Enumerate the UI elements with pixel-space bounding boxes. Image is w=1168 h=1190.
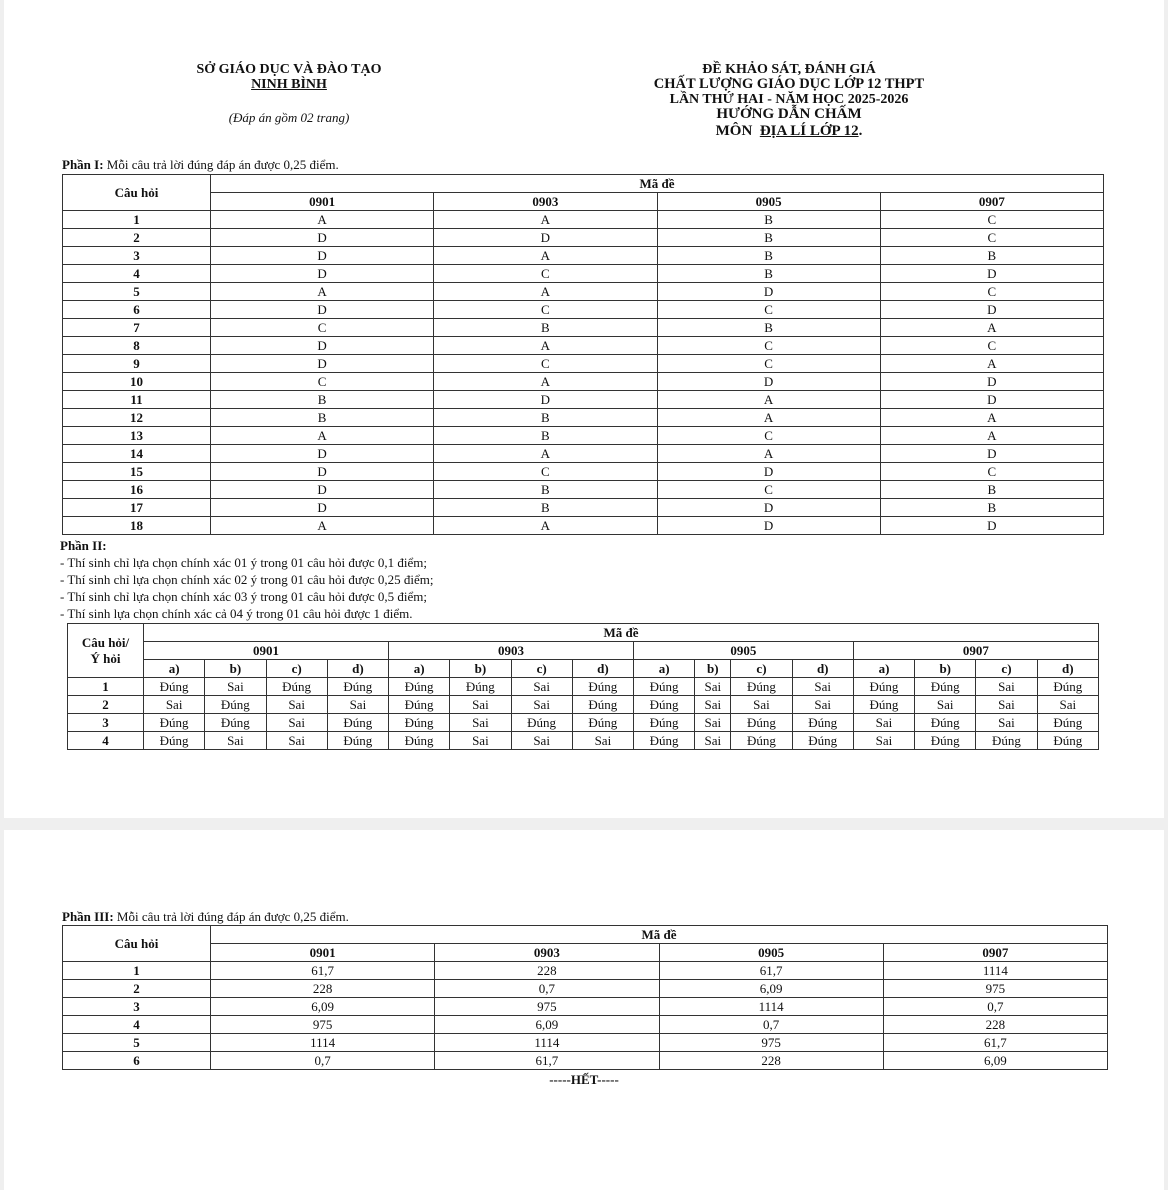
part1-col-code: Mã đề: [211, 175, 1104, 193]
table-row: [63, 265, 1104, 283]
answer-cell: Đúng: [389, 732, 450, 750]
part1-title: Phần I:: [62, 157, 104, 172]
subject-prefix: MÔN: [715, 123, 753, 139]
answer-cell: 975: [659, 1034, 883, 1052]
answer-cell: D: [880, 445, 1103, 463]
part2-sub-header: a): [144, 660, 205, 678]
part2-title: Phần II:: [60, 538, 107, 553]
table-row: [63, 229, 1104, 247]
question-number: 11: [63, 391, 211, 409]
table-row: [63, 211, 1104, 229]
answer-cell: D: [880, 373, 1103, 391]
answer-cell: D: [657, 463, 880, 481]
question-number: 4: [63, 265, 211, 283]
question-number: 5: [63, 1034, 211, 1052]
part3-code-header: 0905: [659, 944, 883, 962]
answer-cell: Sai: [450, 732, 511, 750]
answer-cell: D: [211, 355, 434, 373]
part2-sub-header: c): [266, 660, 327, 678]
answer-cell: Đúng: [327, 714, 388, 732]
part2-rule-3: - Thí sinh chỉ lựa chọn chính xác 03 ý trong 01 câu hỏi được 0,5 điểm;: [60, 589, 427, 604]
question-number: 17: [63, 499, 211, 517]
answer-cell: A: [211, 517, 434, 535]
table-row: [63, 517, 1104, 535]
answer-cell: A: [880, 319, 1103, 337]
answer-cell: Đúng: [731, 678, 792, 696]
table-row: [63, 1034, 1108, 1052]
subject-line: [604, 124, 974, 139]
table-row: [68, 696, 1099, 714]
answer-cell: B: [211, 391, 434, 409]
part3-code-header: 0901: [211, 944, 435, 962]
part3-answer-table: [62, 925, 1108, 1070]
part3-col-code: Mã đề: [211, 926, 1108, 944]
answer-cell: A: [657, 391, 880, 409]
page-count-note: (Đáp án gồm 02 trang): [228, 110, 350, 125]
subject-name: ĐỊA LÍ LỚP 12: [759, 123, 859, 139]
answer-cell: C: [657, 427, 880, 445]
answer-cell: Đúng: [327, 678, 388, 696]
answer-cell: 6,09: [211, 998, 435, 1016]
part3-heading: [62, 909, 349, 924]
part2-sub-header: d): [1037, 660, 1098, 678]
answer-cell: C: [880, 463, 1103, 481]
question-number: 3: [68, 714, 144, 732]
answer-cell: Sai: [853, 714, 914, 732]
answer-cell: 6,09: [883, 1052, 1107, 1070]
answer-cell: Đúng: [792, 732, 853, 750]
answer-cell: A: [434, 373, 657, 391]
answer-key-page-1: [4, 0, 1164, 818]
question-number: 9: [63, 355, 211, 373]
answer-cell: Đúng: [572, 678, 633, 696]
table-row: [63, 319, 1104, 337]
answer-cell: Sai: [205, 732, 266, 750]
answer-cell: A: [434, 445, 657, 463]
answer-cell: Đúng: [1037, 678, 1098, 696]
answer-cell: Sai: [976, 714, 1037, 732]
part2-sub-header: b): [915, 660, 976, 678]
table-row: [63, 301, 1104, 319]
part2-sub-header: b): [450, 660, 511, 678]
answer-cell: Đúng: [572, 696, 633, 714]
answer-cell: Sai: [1037, 696, 1098, 714]
part2-sub-header: d): [572, 660, 633, 678]
answer-cell: Đúng: [634, 732, 695, 750]
answer-cell: A: [880, 355, 1103, 373]
table-row: [63, 355, 1104, 373]
part1-col-question: Câu hỏi: [63, 175, 211, 211]
answer-cell: B: [434, 481, 657, 499]
answer-cell: B: [657, 319, 880, 337]
answer-cell: 228: [211, 980, 435, 998]
part3-col-question: Câu hỏi: [63, 926, 211, 962]
part2-sub-header: b): [695, 660, 731, 678]
part3-code-header: 0907: [883, 944, 1107, 962]
answer-cell: C: [880, 229, 1103, 247]
answer-cell: A: [434, 211, 657, 229]
answer-cell: Sai: [695, 678, 731, 696]
answer-cell: D: [880, 265, 1103, 283]
part2-heading: [60, 538, 107, 553]
answer-cell: Đúng: [731, 714, 792, 732]
part1-answer-table: [62, 174, 1104, 535]
answer-cell: C: [434, 463, 657, 481]
answer-cell: 0,7: [883, 998, 1107, 1016]
answer-cell: Sai: [511, 696, 572, 714]
part1-code-header: 0901: [211, 193, 434, 211]
answer-cell: Sai: [450, 696, 511, 714]
answer-cell: C: [211, 373, 434, 391]
answer-cell: C: [434, 265, 657, 283]
answer-cell: Sai: [205, 678, 266, 696]
answer-cell: C: [880, 283, 1103, 301]
question-number: 15: [63, 463, 211, 481]
answer-cell: Sai: [266, 714, 327, 732]
answer-cell: B: [657, 247, 880, 265]
answer-cell: B: [657, 265, 880, 283]
answer-cell: A: [434, 337, 657, 355]
answer-cell: Đúng: [915, 678, 976, 696]
answer-cell: Đúng: [1037, 732, 1098, 750]
answer-cell: C: [657, 301, 880, 319]
answer-cell: Sai: [976, 678, 1037, 696]
answer-cell: 6,09: [659, 980, 883, 998]
answer-cell: Đúng: [205, 696, 266, 714]
answer-cell: Sai: [853, 732, 914, 750]
question-number: 8: [63, 337, 211, 355]
table-row: [63, 481, 1104, 499]
part2-col-question: [68, 624, 144, 678]
answer-cell: Sai: [792, 696, 853, 714]
answer-cell: Đúng: [389, 696, 450, 714]
table-row: [68, 732, 1099, 750]
part2-sub-header: a): [853, 660, 914, 678]
part2-code-header: 0905: [634, 642, 854, 660]
question-number: 13: [63, 427, 211, 445]
part2-col-question-line2: Ý hỏi: [90, 650, 121, 666]
part2-sub-header: b): [205, 660, 266, 678]
answer-cell: 975: [211, 1016, 435, 1034]
question-number: 4: [68, 732, 144, 750]
table-row: [63, 373, 1104, 391]
part2-rule-2: - Thí sinh chỉ lựa chọn chính xác 02 ý trong 01 câu hỏi được 0,25 điểm;: [60, 572, 434, 587]
answer-cell: A: [434, 283, 657, 301]
question-number: 16: [63, 481, 211, 499]
answer-cell: Sai: [695, 714, 731, 732]
table-row: [63, 463, 1104, 481]
answer-cell: Sai: [511, 678, 572, 696]
question-number: 10: [63, 373, 211, 391]
part2-code-header: 0903: [389, 642, 634, 660]
answer-cell: B: [434, 499, 657, 517]
answer-cell: Đúng: [450, 678, 511, 696]
answer-cell: Đúng: [144, 732, 205, 750]
answer-cell: D: [657, 283, 880, 301]
answer-cell: 6,09: [435, 1016, 659, 1034]
answer-cell: D: [211, 301, 434, 319]
exam-title-header: [604, 62, 974, 139]
answer-cell: Sai: [450, 714, 511, 732]
answer-cell: Đúng: [389, 678, 450, 696]
part3-title: Phần III:: [62, 909, 114, 924]
question-number: 18: [63, 517, 211, 535]
answer-cell: C: [434, 301, 657, 319]
answer-cell: A: [657, 409, 880, 427]
answer-cell: A: [434, 247, 657, 265]
table-row: [63, 247, 1104, 265]
answer-cell: Sai: [572, 732, 633, 750]
part2-sub-header: a): [389, 660, 450, 678]
question-number: 12: [63, 409, 211, 427]
answer-cell: D: [657, 517, 880, 535]
table-row: [63, 409, 1104, 427]
answer-cell: Đúng: [1037, 714, 1098, 732]
exam-title-line2: CHẤT LƯỢNG GIÁO DỤC LỚP 12 THPT: [653, 76, 925, 92]
answer-cell: 0,7: [435, 980, 659, 998]
answer-cell: 228: [659, 1052, 883, 1070]
subject-suffix: .: [858, 123, 863, 139]
table-row: [68, 678, 1099, 696]
answer-cell: Sai: [695, 732, 731, 750]
answer-cell: C: [657, 355, 880, 373]
answer-cell: A: [434, 517, 657, 535]
answer-cell: 975: [435, 998, 659, 1016]
answer-cell: Đúng: [572, 714, 633, 732]
part2-col-question-line1: Câu hỏi/: [81, 634, 130, 650]
answer-cell: D: [657, 373, 880, 391]
part3-desc: Mỗi câu trả lời đúng đáp án được 0,25 điểm.: [116, 909, 349, 924]
answer-cell: Sai: [511, 732, 572, 750]
question-number: 2: [68, 696, 144, 714]
answer-cell: 0,7: [211, 1052, 435, 1070]
table-row: [63, 1052, 1108, 1070]
part1-code-header: 0903: [434, 193, 657, 211]
answer-cell: Đúng: [205, 714, 266, 732]
answer-cell: 228: [883, 1016, 1107, 1034]
table-row: [63, 391, 1104, 409]
answer-cell: D: [880, 391, 1103, 409]
question-number: 6: [63, 301, 211, 319]
question-number: 6: [63, 1052, 211, 1070]
part2-code-header: 0901: [144, 642, 389, 660]
question-number: 1: [68, 678, 144, 696]
answer-cell: Đúng: [634, 714, 695, 732]
answer-cell: D: [211, 481, 434, 499]
part2-sub-header: c): [731, 660, 792, 678]
province-name: NINH BÌNH: [251, 77, 327, 92]
part1-heading: [62, 157, 339, 172]
answer-cell: 1114: [883, 962, 1107, 980]
part2-code-header: 0907: [853, 642, 1098, 660]
table-row: [63, 998, 1108, 1016]
part2-sub-header: a): [634, 660, 695, 678]
answer-cell: Đúng: [389, 714, 450, 732]
answer-cell: D: [434, 229, 657, 247]
table-row: [63, 445, 1104, 463]
table-row: [63, 499, 1104, 517]
answer-cell: B: [434, 319, 657, 337]
answer-cell: 1114: [211, 1034, 435, 1052]
question-number: 1: [63, 962, 211, 980]
table-row: [63, 962, 1108, 980]
answer-cell: D: [211, 229, 434, 247]
table-row: [68, 714, 1099, 732]
answer-cell: A: [211, 427, 434, 445]
answer-cell: D: [211, 337, 434, 355]
table-row: [63, 427, 1104, 445]
answer-cell: D: [880, 301, 1103, 319]
part1-desc: Mỗi câu trả lời đúng đáp án được 0,25 điểm.: [106, 157, 339, 172]
answer-cell: C: [211, 319, 434, 337]
answer-cell: Đúng: [266, 678, 327, 696]
part2-rule-4: - Thí sinh lựa chọn chính xác cả 04 ý trong 01 câu hỏi được 1 điểm.: [60, 606, 413, 621]
answer-cell: Đúng: [915, 714, 976, 732]
part3-code-header: 0903: [435, 944, 659, 962]
answer-cell: 975: [883, 980, 1107, 998]
table-row: [63, 1016, 1108, 1034]
answer-cell: B: [880, 499, 1103, 517]
answer-cell: 1114: [659, 998, 883, 1016]
answer-cell: 1114: [435, 1034, 659, 1052]
answer-cell: Sai: [915, 696, 976, 714]
exam-title-line3: LẦN THỨ HAI - NĂM HỌC 2025-2026: [669, 92, 909, 107]
answer-cell: Đúng: [853, 678, 914, 696]
answer-cell: Đúng: [792, 714, 853, 732]
answer-cell: Sai: [695, 696, 731, 714]
exam-title-line4: HƯỚNG DẪN CHẤM: [716, 106, 862, 122]
part2-sub-header: d): [792, 660, 853, 678]
answer-cell: C: [880, 211, 1103, 229]
end-marker: -----HẾT-----: [549, 1072, 619, 1087]
answer-cell: Sai: [792, 678, 853, 696]
answer-cell: Đúng: [634, 678, 695, 696]
part2-sub-header: c): [511, 660, 572, 678]
exam-title-line1: ĐỀ KHẢO SÁT, ĐÁNH GIÁ: [702, 62, 876, 77]
answer-cell: D: [434, 391, 657, 409]
answer-cell: 61,7: [659, 962, 883, 980]
answer-cell: D: [211, 499, 434, 517]
question-number: 3: [63, 247, 211, 265]
answer-cell: 61,7: [211, 962, 435, 980]
answer-cell: D: [657, 499, 880, 517]
answer-cell: Đúng: [144, 714, 205, 732]
answer-cell: A: [211, 283, 434, 301]
table-row: [63, 283, 1104, 301]
table-row: [63, 337, 1104, 355]
answer-cell: 228: [435, 962, 659, 980]
answer-cell: Đúng: [327, 732, 388, 750]
answer-cell: B: [657, 211, 880, 229]
question-number: 2: [63, 980, 211, 998]
part2-answer-table: [67, 623, 1099, 750]
question-number: 14: [63, 445, 211, 463]
answer-cell: A: [211, 211, 434, 229]
answer-cell: D: [880, 517, 1103, 535]
answer-cell: B: [211, 409, 434, 427]
part1-code-header: 0905: [657, 193, 880, 211]
answer-cell: D: [211, 445, 434, 463]
answer-cell: B: [434, 409, 657, 427]
question-number: 2: [63, 229, 211, 247]
part2-sub-header: d): [327, 660, 388, 678]
answer-cell: C: [657, 337, 880, 355]
answer-cell: Đúng: [144, 678, 205, 696]
answer-cell: Sai: [327, 696, 388, 714]
answer-cell: B: [880, 247, 1103, 265]
answer-cell: Đúng: [853, 696, 914, 714]
question-number: 3: [63, 998, 211, 1016]
issuer-header: [124, 62, 454, 125]
answer-cell: Đúng: [915, 732, 976, 750]
answer-cell: Sai: [266, 732, 327, 750]
question-number: 1: [63, 211, 211, 229]
question-number: 7: [63, 319, 211, 337]
answer-key-page-2: [4, 830, 1164, 1190]
part2-sub-header: c): [976, 660, 1037, 678]
answer-cell: 61,7: [883, 1034, 1107, 1052]
answer-cell: 0,7: [659, 1016, 883, 1034]
answer-cell: B: [657, 229, 880, 247]
answer-cell: D: [211, 265, 434, 283]
answer-cell: B: [880, 481, 1103, 499]
answer-cell: Sai: [266, 696, 327, 714]
answer-cell: Đúng: [634, 696, 695, 714]
table-row: [63, 980, 1108, 998]
part1-code-header: 0907: [880, 193, 1103, 211]
answer-cell: D: [211, 463, 434, 481]
answer-cell: C: [880, 337, 1103, 355]
answer-cell: Sai: [731, 696, 792, 714]
answer-cell: B: [434, 427, 657, 445]
answer-cell: A: [657, 445, 880, 463]
answer-cell: D: [211, 247, 434, 265]
answer-cell: 61,7: [435, 1052, 659, 1070]
answer-cell: Sai: [144, 696, 205, 714]
question-number: 4: [63, 1016, 211, 1034]
answer-cell: Sai: [976, 696, 1037, 714]
answer-cell: A: [880, 427, 1103, 445]
department-name: SỞ GIÁO DỤC VÀ ĐÀO TẠO: [196, 62, 382, 77]
part2-col-code: Mã đề: [144, 624, 1099, 642]
answer-cell: Đúng: [511, 714, 572, 732]
question-number: 5: [63, 283, 211, 301]
answer-cell: C: [434, 355, 657, 373]
answer-cell: A: [880, 409, 1103, 427]
answer-cell: Đúng: [731, 732, 792, 750]
answer-cell: C: [657, 481, 880, 499]
answer-cell: Đúng: [976, 732, 1037, 750]
part2-rule-1: - Thí sinh chỉ lựa chọn chính xác 01 ý trong 01 câu hỏi được 0,1 điểm;: [60, 555, 427, 570]
